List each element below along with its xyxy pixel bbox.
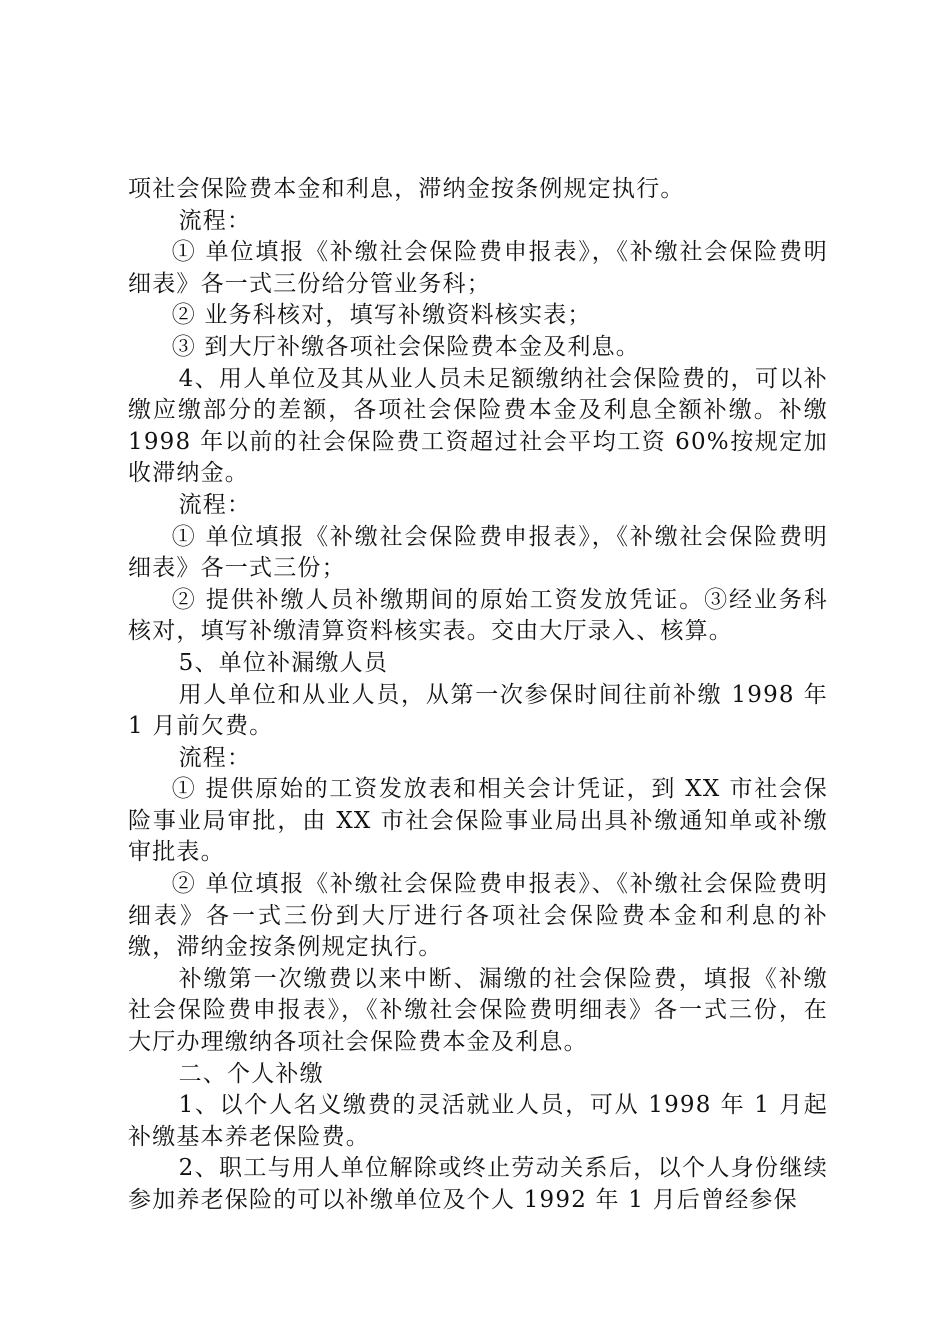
paragraph-5: ③ 到大厅补缴各项社会保险费本金及利息。 xyxy=(171,333,640,360)
paragraph-4: ② 业务科核对，填写补缴资料核实表； xyxy=(171,302,592,329)
paragraph-10: 5、单位补漏缴人员 xyxy=(178,649,389,676)
paragraph-7: 流程： xyxy=(178,491,252,518)
paragraph-17: 1、以个人名义缴费的灵活就业人员，可从 1998 年 1 月起补缴基本养老保险费。 xyxy=(128,1092,828,1150)
paragraph-18: 2、职工与用人单位解除或终止劳动关系后，以个人身份继续参加养老保险的可以补缴单位及个人 1992 年 1 月后曾经参保 xyxy=(128,1155,828,1213)
paragraph-3: ① 单位填报《补缴社会保险费申报表》，《补缴社会保险费明细表》各一式三份给分管业务科； xyxy=(128,239,828,297)
paragraph-2: 流程： xyxy=(178,207,252,234)
document-body xyxy=(128,174,828,1217)
paragraph-13: ① 提供原始的工资发放表和相关会计凭证，到 XX 市社会保险事业局审批，由 XX 市社会保险事业局出具补缴通知单或补缴审批表。 xyxy=(128,776,828,866)
paragraph-1: 项社会保险费本金和利息，滞纳金按条例规定执行。 xyxy=(128,176,685,202)
paragraph-14: ② 单位填报《补缴社会保险费申报表》、《补缴社会保险费明细表》各一式三份到大厅进行各项社会保险费本金和利息的补缴，滞纳金按条例规定执行。 xyxy=(128,871,828,961)
paragraph-16: 二、个人补缴 xyxy=(178,1060,324,1087)
paragraph-8: ① 单位填报《补缴社会保险费申报表》，《补缴社会保险费明细表》各一式三份； xyxy=(128,523,828,582)
paragraph-15: 补缴第一次缴费以来中断、漏缴的社会保险费，填报《补缴社会保险费申报表》，《补缴社会保险费明细表》各一式三份，在大厅办理缴纳各项社会保险费本金及利息。 xyxy=(128,965,828,1056)
paragraph-9: ② 提供补缴人员补缴期间的原始工资发放凭证。③经业务科核对，填写补缴清算资料核实表。交由大厅录入、核算。 xyxy=(128,586,828,645)
paragraph-6: 4、用人单位及其从业人员未足额缴纳社会保险费的，可以补缴应缴部分的差额，各项社会保险费本金及利息全额补缴。补缴 1998 年以前的社会保险费工资超过社会平均工资 60%按规定加收滞纳金。 xyxy=(128,365,828,487)
paragraph-11: 用人单位和从业人员，从第一次参保时间往前补缴 1998 年 1 月前欠费。 xyxy=(128,681,828,740)
paragraph-12: 流程： xyxy=(178,744,252,771)
